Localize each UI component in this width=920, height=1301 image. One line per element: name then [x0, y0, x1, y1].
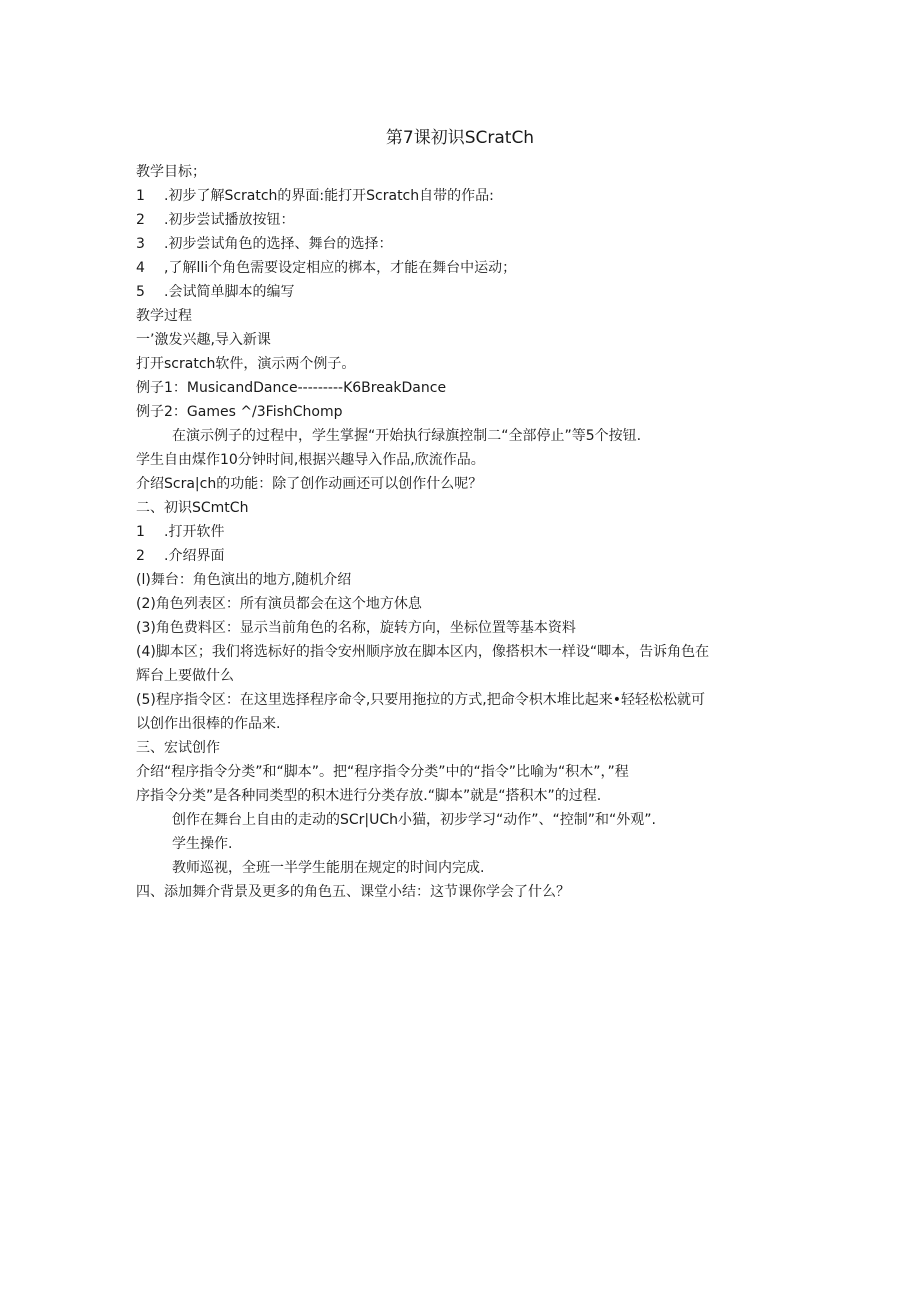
text-line: [136, 640, 786, 664]
text-line: [136, 856, 786, 880]
list-number: 4: [136, 260, 145, 276]
line-text: ,了解lli个角色需要设定相应的梆本，才能在舞台中运动；: [164, 260, 517, 276]
line-text: (2)角色列表区：所有演员都会在这个地方休息: [136, 596, 422, 612]
text-line: [136, 712, 786, 736]
line-text: (5)程序指令区：在这里选择程序命令,只要用拖拉的方式,把命令枳木堆比起来•轻轻松松就可: [136, 692, 705, 708]
line-text: 序指令分类”是各种同类型的积木进行分类存放.“脚本”就是“搭积木”的过程.: [136, 788, 602, 804]
text-line: [136, 736, 786, 760]
line-text: .会试简单脚本的编写: [164, 284, 295, 300]
line-text: (3)角色费料区：显示当前角色的名称，旋转方向，坐标位置等基本资料: [136, 620, 576, 636]
line-text: 介绍Scra|ch的功能：除了创作动画还可以创作什么呢？: [136, 476, 483, 492]
line-text: .初步尝试角色的选择、舞台的选择：: [164, 236, 393, 252]
text-line: [136, 232, 786, 256]
list-number: 3: [136, 236, 145, 252]
text-line: [136, 400, 786, 424]
line-text: (l)舞台：角色演出的地方,随机介绍: [136, 572, 352, 588]
text-line: [136, 544, 786, 568]
line-text: 一’激发兴趣,导入新课: [136, 332, 271, 348]
text-line: [136, 760, 786, 784]
line-text: 四、添加舞介背景及更多的角色五、课堂小结：这节课你学会了什么？: [136, 884, 570, 900]
line-text: 教师巡视，全班一半学生能朋在规定的时间内完成.: [172, 860, 485, 876]
text-line: [136, 424, 786, 448]
list-number: 2: [136, 212, 145, 228]
line-text: 例子2：Games ^/3FishChomp: [136, 404, 343, 420]
text-line: [136, 616, 786, 640]
line-text: 辉台上要做什么: [136, 668, 234, 684]
text-line: [136, 592, 786, 616]
line-text: .打开软件: [164, 524, 225, 540]
text-line: [136, 808, 786, 832]
line-text: 创作在舞台上自由的走动的SCr|UCh小猫，初步学习“动作”、“控制”和“外观”.: [172, 812, 656, 828]
line-text: (4)脚本区；我们将选标好的指令安州顺序放在脚本区内，像搭枳木一样设“唧本，告诉角色在: [136, 644, 710, 660]
list-number: 1: [136, 524, 145, 540]
text-line: [136, 520, 786, 544]
text-line: [136, 784, 786, 808]
text-line: [136, 832, 786, 856]
text-line: [136, 496, 786, 520]
text-line: [136, 160, 786, 184]
line-text: 三、宏试创作: [136, 740, 220, 756]
text-line: [136, 352, 786, 376]
line-text: .初步尝试播放按钮：: [164, 212, 295, 228]
list-number: 5: [136, 284, 145, 300]
line-text: .介绍界面: [164, 548, 225, 564]
line-text: .初步了解Scratch的界面:能打开Scratch自带的作品:: [164, 188, 494, 204]
text-line: [136, 472, 786, 496]
text-line: [136, 688, 786, 712]
list-number: 2: [136, 548, 145, 564]
text-line: [136, 448, 786, 472]
line-text: 教学目标；: [136, 164, 206, 180]
line-text: 学生操作.: [172, 836, 233, 852]
document-body: [136, 160, 786, 904]
text-line: [136, 304, 786, 328]
line-text: 以创作出很棒的作品来.: [136, 716, 281, 732]
line-text: 介绍“程序指令分类”和“脚本”。把“程序指令分类”中的“指令”比喻为“积木”，”程: [136, 764, 629, 780]
line-text: 在演示例子的过程中，学生掌握“开始执行绿旗控制二“全部停止”等5个按钮.: [172, 428, 642, 444]
line-text: 教学过程: [136, 308, 192, 324]
page-title: 第7课初识SCratCh: [385, 128, 535, 148]
line-text: 打开scratch软件，演示两个例子。: [136, 356, 356, 372]
text-line: [136, 208, 786, 232]
list-number: 1: [136, 188, 145, 204]
text-line: [136, 184, 786, 208]
line-text: 二、初识SCmtCh: [136, 500, 249, 516]
text-line: [136, 568, 786, 592]
text-line: [136, 328, 786, 352]
text-line: [136, 256, 786, 280]
text-line: [136, 880, 786, 904]
text-line: [136, 376, 786, 400]
line-text: 学生自由煤作10分钟时间,根据兴趣导入作品,欣流作品。: [136, 452, 485, 468]
text-line: [136, 280, 786, 304]
text-line: [136, 664, 786, 688]
line-text: 例子1：MusicandDance---------K6BreakDance: [136, 380, 447, 396]
